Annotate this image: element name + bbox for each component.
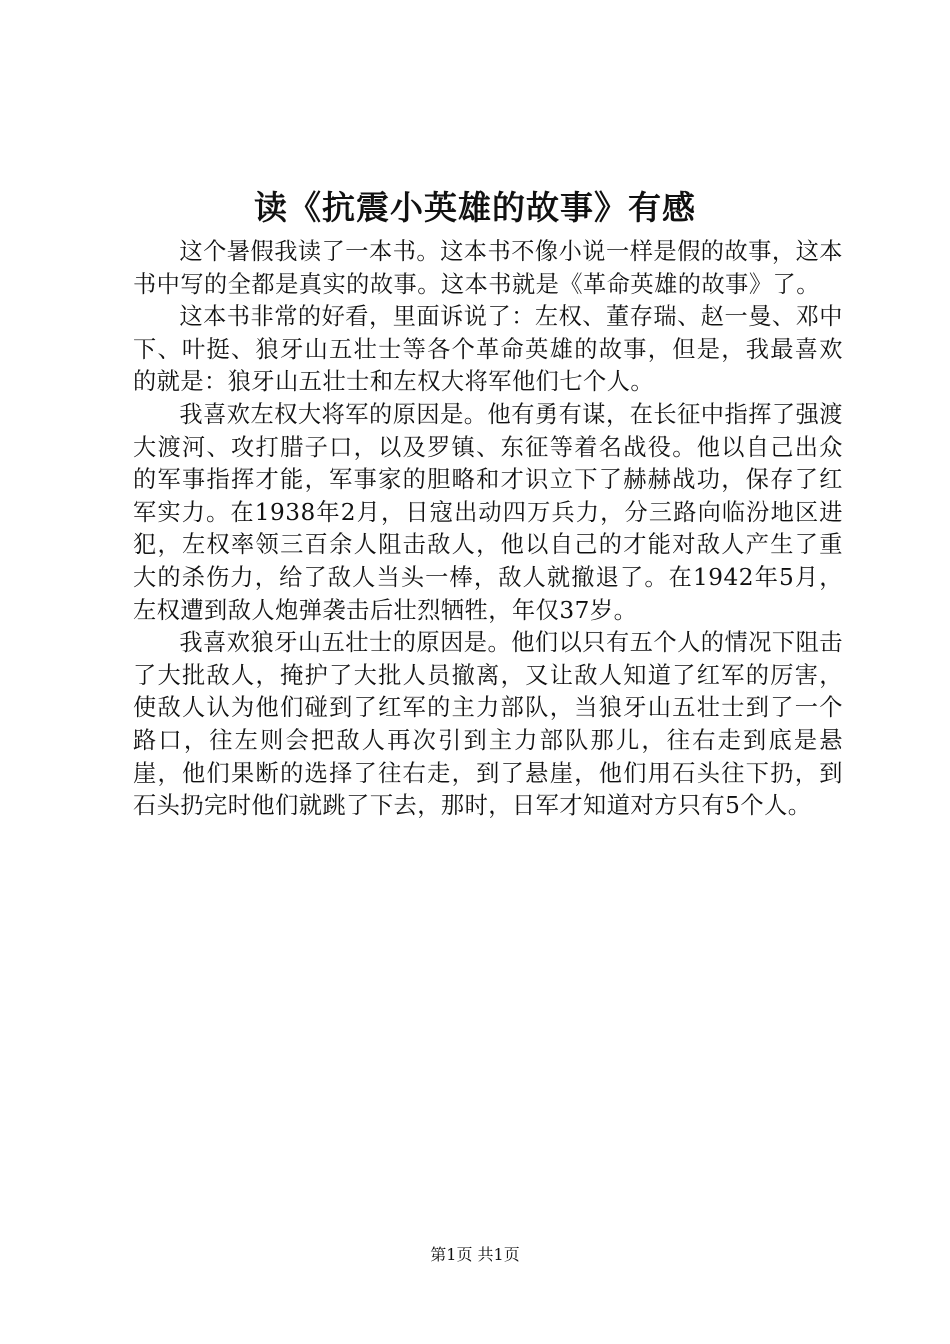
document-title: 读《抗震小英雄的故事》有感 (254, 188, 696, 227)
paragraph-1: 这个暑假我读了一本书。这本书不像小说一样是假的故事，这本书中写的全都是真实的故事。这本书就是《革命英雄的故事》了。 (133, 238, 843, 298)
paragraph-3: 我喜欢左权大将军的原因是。他有勇有谋，在长征中指挥了强渡大渡河、攻打腊子口，以及罗镇、东征等着名战役。他以自己出众的军事指挥才能，军事家的胆略和才识立下了赫赫战功，保存了红军实力。在1938年2月，日寇出动四万兵力，分三路向临汾地区进犯，左权率领三百余人阻击敌人，他以自己的才能对敌人产生了重大的杀伤力，给了敌人当头一棒，敌人就撤退了。在1942年5月，左权遭到敌人炮弹袭击后壮烈牺牲，年仅37岁。 (133, 400, 843, 624)
page-number-footer: 第1页 共1页 (430, 1245, 520, 1264)
document-body (133, 236, 843, 823)
paragraph-2: 这本书非常的好看，里面诉说了：左权、董存瑞、赵一曼、邓中下、叶挺、狼牙山五壮士等各个革命英雄的故事，但是，我最喜欢的就是：狼牙山五壮士和左权大将军他们七个人。 (133, 303, 843, 396)
paragraph-4: 我喜欢狼牙山五壮士的原因是。他们以只有五个人的情况下阻击了大批敌人，掩护了大批人员撤离，又让敌人知道了红军的厉害，使敌人认为他们碰到了红军的主力部队，当狼牙山五壮士到了一个路口，往左则会把敌人再次引到主力部队那儿，往右走到底是悬崖，他们果断的选择了往右走，到了悬崖，他们用石头往下扔，到石头扔完时他们就跳了下去，那时，日军才知道对方只有5个人。 (133, 629, 843, 820)
